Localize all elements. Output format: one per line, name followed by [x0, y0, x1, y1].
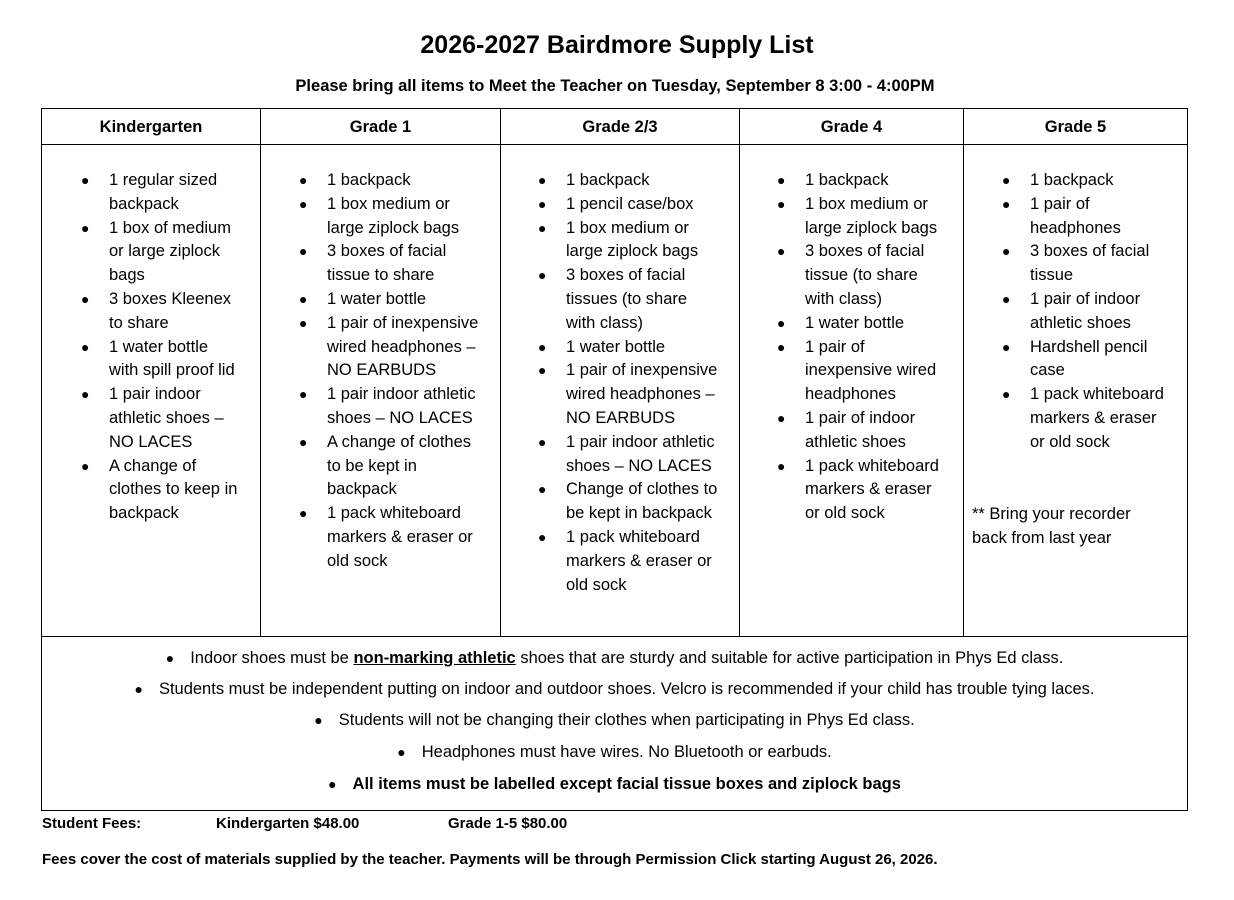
fees-kindergarten: Kindergarten $48.00 [216, 815, 360, 832]
supply-item-line: markers & eraser or [566, 551, 712, 570]
supply-item [299, 312, 479, 383]
note-clothes [42, 710, 1187, 730]
supply-item-line: backpack [109, 194, 179, 213]
bullet-icon: ● [81, 172, 90, 188]
supply-item-line: athletic shoes [805, 432, 906, 451]
supply-item-line: to be kept in [327, 456, 417, 475]
supply-item [538, 526, 717, 597]
supply-item-line: wired headphones – [327, 337, 476, 356]
supply-item-line: tissues (to share [566, 289, 688, 308]
supply-item-line: with class) [805, 289, 883, 308]
bullet-icon: ● [328, 776, 337, 792]
supply-item-line: with class) [566, 313, 644, 332]
note-line: back from last year [972, 528, 1112, 547]
supply-item-line: A change of clothes [327, 432, 472, 451]
supply-item [299, 431, 478, 502]
supply-item-line: markers & eraser or [327, 527, 473, 546]
supply-item [777, 193, 939, 241]
supply-item-line: clothes to keep in [109, 480, 238, 499]
bullet-icon: ● [538, 219, 547, 236]
supply-item-line: NO EARBUDS [327, 361, 437, 380]
supply-item-line: bags [109, 266, 145, 285]
bullet-icon: ● [1002, 172, 1011, 188]
bullet-icon: ● [299, 172, 308, 188]
note-labelled-text: All items must be labelled except facial tissue boxes and ziplock bags [352, 775, 901, 793]
supply-list [1002, 169, 1164, 455]
supply-item-line: 1 box medium or [805, 194, 928, 213]
supply-item [777, 240, 939, 311]
note-labelled [42, 774, 1187, 794]
supply-item-line: old sock [327, 551, 388, 570]
supply-item-line: backpack [327, 480, 397, 499]
supply-item [299, 288, 478, 312]
bullet-icon: ● [299, 290, 308, 307]
supply-item-line: be kept in backpack [566, 504, 712, 523]
recorder-note [972, 503, 1131, 551]
note-clothes-text: Students will not be changing their clothes when participating in Phys Ed class. [338, 711, 915, 729]
column-grade-4 [739, 109, 963, 636]
supply-item [81, 288, 237, 336]
note-shoes [42, 648, 1187, 668]
bullet-icon: ● [538, 362, 547, 379]
supply-item [1002, 336, 1164, 384]
supply-item-line: 1 water bottle [327, 289, 427, 308]
bullet-icon: ● [81, 290, 90, 307]
supply-item [538, 431, 717, 479]
supply-item-line: 1 pair of inexpensive [566, 361, 718, 380]
supply-item-line: large ziplock bags [805, 218, 938, 237]
bullet-icon: ● [299, 505, 308, 522]
bullet-icon: ● [777, 314, 786, 331]
supply-item-line: 3 boxes of facial [566, 266, 686, 285]
supply-item-line: or old sock [1030, 432, 1110, 451]
supply-item-line: shoes – NO LACES [566, 456, 712, 475]
note-line: ** Bring your recorder [972, 505, 1131, 523]
bullet-icon: ● [777, 195, 786, 212]
supply-item-line: 1 pair of [1030, 194, 1090, 213]
supply-item [777, 336, 939, 407]
supply-item [777, 407, 939, 455]
supply-list [299, 169, 479, 574]
bullet-icon: ● [299, 314, 308, 331]
bullet-icon: ● [538, 267, 547, 284]
supply-item-line: athletic shoes – [109, 408, 224, 427]
note-independent [42, 679, 1187, 699]
note-headphones-text: Headphones must have wires. No Bluetooth or earbuds. [421, 743, 832, 761]
supply-item-line: 3 boxes of facial [327, 242, 447, 261]
supply-item-line: with spill proof lid [109, 361, 235, 380]
supply-item-line: 1 backpack [1030, 171, 1114, 189]
bullet-icon: ● [777, 338, 786, 355]
supply-item-line: 1 pair indoor athletic [566, 432, 715, 451]
supply-item-line: 1 pair of [805, 337, 865, 356]
column-heading: Grade 4 [740, 109, 963, 145]
fees-grades: Grade 1-5 $80.00 [448, 815, 568, 832]
supply-list [777, 169, 939, 526]
bullet-icon: ● [299, 195, 308, 212]
supply-item-line: 3 boxes Kleenex [109, 289, 232, 308]
bullet-icon: ● [1002, 243, 1011, 260]
supply-item-line: headphones [805, 385, 896, 404]
supply-item-line: wired headphones – [566, 385, 715, 404]
column-heading: Grade 5 [964, 109, 1187, 145]
supply-item-line: 1 water bottle [566, 337, 666, 356]
bullet-icon: ● [777, 243, 786, 260]
page-title: 2026-2027 Bairdmore Supply List [420, 31, 814, 59]
supply-item [81, 336, 237, 384]
column-grade-2-3 [500, 109, 739, 636]
supply-item [1002, 288, 1164, 336]
note-shoes-after: shoes that are sturdy and suitable for active participation in Phys Ed class. [515, 649, 1064, 667]
supply-item-line: 1 pair of inexpensive [327, 313, 479, 332]
supply-item-line: 1 water bottle [109, 337, 209, 356]
supply-item-line: or large ziplock [109, 242, 220, 261]
supply-item-line: 1 water bottle [805, 313, 905, 332]
supply-item-line: 1 pack whiteboard [1030, 385, 1164, 404]
supply-item-line: shoes – NO LACES [327, 408, 473, 427]
supply-item-line: 1 box of medium [109, 218, 231, 237]
bullet-icon: ● [314, 712, 323, 728]
column-heading: Grade 2/3 [501, 109, 739, 145]
supply-item-line: 3 boxes of facial [1030, 242, 1150, 261]
supply-item [299, 169, 478, 193]
supply-item-line: 1 box medium or [327, 194, 450, 213]
page-subtitle: Please bring all items to Meet the Teacher on Tuesday, September 8 3:00 - 4:00PM [295, 77, 935, 95]
bullet-icon: ● [1002, 386, 1011, 403]
column-heading: Kindergarten [42, 109, 260, 145]
supply-item-line: NO EARBUDS [566, 408, 676, 427]
bullet-icon: ● [81, 386, 90, 403]
supply-item-line: tissue [1030, 266, 1074, 285]
supply-item-line: 1 box medium or [566, 218, 689, 237]
note-shoes-before: Indoor shoes must be [190, 649, 354, 667]
supply-item [81, 455, 238, 526]
supply-item [538, 169, 717, 193]
bullet-icon: ● [81, 219, 90, 236]
supply-list [81, 169, 238, 526]
bullet-icon: ● [538, 338, 547, 355]
supply-item-line: 1 pair indoor [109, 385, 201, 404]
supply-item [81, 217, 237, 288]
supply-item [538, 217, 717, 265]
bullet-icon: ● [777, 409, 786, 426]
bullet-icon: ● [538, 195, 547, 212]
supply-item-line: 1 pack whiteboard [566, 527, 700, 546]
bullet-icon: ● [777, 457, 786, 474]
supply-item [1002, 193, 1164, 241]
supply-item [777, 169, 939, 193]
note-independent-text: Students must be independent putting on indoor and outdoor shoes. Velcro is recommended if your child has trouble tying laces. [158, 680, 1095, 698]
supply-item [538, 359, 718, 430]
supply-item-line: 1 pair indoor athletic [327, 385, 476, 404]
supply-item-line: headphones [1030, 218, 1121, 237]
supply-item-line: case [1030, 361, 1065, 380]
supply-item-line: 1 backpack [805, 171, 889, 189]
supply-item [538, 478, 718, 526]
fees-label: Student Fees: [42, 815, 142, 832]
supply-item [1002, 383, 1164, 454]
supply-list [538, 169, 718, 597]
bullet-icon: ● [81, 338, 90, 355]
supply-item-line: markers & eraser [805, 480, 932, 499]
supply-item-line: large ziplock bags [566, 242, 699, 261]
supply-item-line: 3 boxes of facial [805, 242, 925, 261]
bullet-icon: ● [397, 744, 406, 760]
supply-item-line: inexpensive wired [805, 361, 937, 380]
bullet-icon: ● [299, 243, 308, 260]
bullet-icon: ● [1002, 195, 1011, 212]
supply-item-line: markers & eraser [1030, 408, 1157, 427]
supply-item [777, 455, 939, 526]
supply-item-line: 1 pencil case/box [566, 194, 694, 213]
supply-item-line: A change of [109, 456, 197, 475]
bullet-icon: ● [538, 433, 547, 450]
supply-item [1002, 240, 1164, 288]
supply-item [299, 240, 478, 288]
supply-item [299, 193, 478, 241]
bullet-icon: ● [538, 481, 547, 498]
bullet-icon: ● [1002, 290, 1011, 307]
supply-item-line: backpack [109, 504, 179, 523]
supply-item [1002, 169, 1164, 193]
bullet-icon: ● [538, 528, 547, 545]
column-heading: Grade 1 [261, 109, 500, 145]
bullet-icon: ● [538, 172, 547, 188]
supply-item-line: 1 pack whiteboard [805, 456, 939, 475]
column-grade-1 [260, 109, 500, 636]
supply-item-line: 1 pair of indoor [805, 408, 916, 427]
supply-item [299, 502, 478, 573]
bullet-icon: ● [134, 681, 143, 697]
supply-item-line: athletic shoes [1030, 313, 1131, 332]
bullet-icon: ● [299, 386, 308, 403]
supply-item [299, 383, 478, 431]
supply-item-line: tissue to share [327, 266, 435, 285]
supply-item-line: Change of clothes to [566, 480, 718, 499]
supply-item-line: NO LACES [109, 432, 193, 451]
supply-item [538, 193, 717, 217]
supply-item [538, 264, 717, 335]
supply-item-line: 1 backpack [327, 171, 411, 189]
supply-item-line: old sock [566, 575, 627, 594]
bullet-icon: ● [81, 457, 90, 474]
supply-item-line: 1 regular sized [109, 171, 218, 189]
supply-item-line: 1 backpack [566, 171, 650, 189]
note-shoes-emphasis: non-marking athletic [353, 649, 516, 667]
supply-item [538, 336, 717, 360]
supply-item-line: or old sock [805, 504, 885, 523]
supply-item-line: 1 pack whiteboard [327, 504, 461, 523]
note-headphones [42, 742, 1187, 762]
column-grade-5 [963, 109, 1187, 636]
supply-item [81, 169, 237, 217]
supply-item-line: to share [109, 313, 169, 332]
supply-item-line: 1 pair of indoor [1030, 289, 1141, 308]
bullet-icon: ● [777, 172, 786, 188]
general-notes [42, 636, 1187, 793]
supply-item-line: large ziplock bags [327, 218, 460, 237]
bullet-icon: ● [165, 650, 175, 666]
supply-table [41, 108, 1188, 811]
supply-item-line: tissue (to share [805, 266, 918, 285]
supply-item-line: Hardshell pencil [1030, 337, 1148, 356]
fees-footer: Fees cover the cost of materials supplied by the teacher. Payments will be through Permission Click starting August 26, 2026. [42, 851, 938, 868]
bullet-icon: ● [299, 433, 308, 450]
column-kindergarten [42, 109, 260, 636]
supply-item [777, 312, 939, 336]
supply-item [81, 383, 237, 454]
bullet-icon: ● [1002, 338, 1011, 355]
